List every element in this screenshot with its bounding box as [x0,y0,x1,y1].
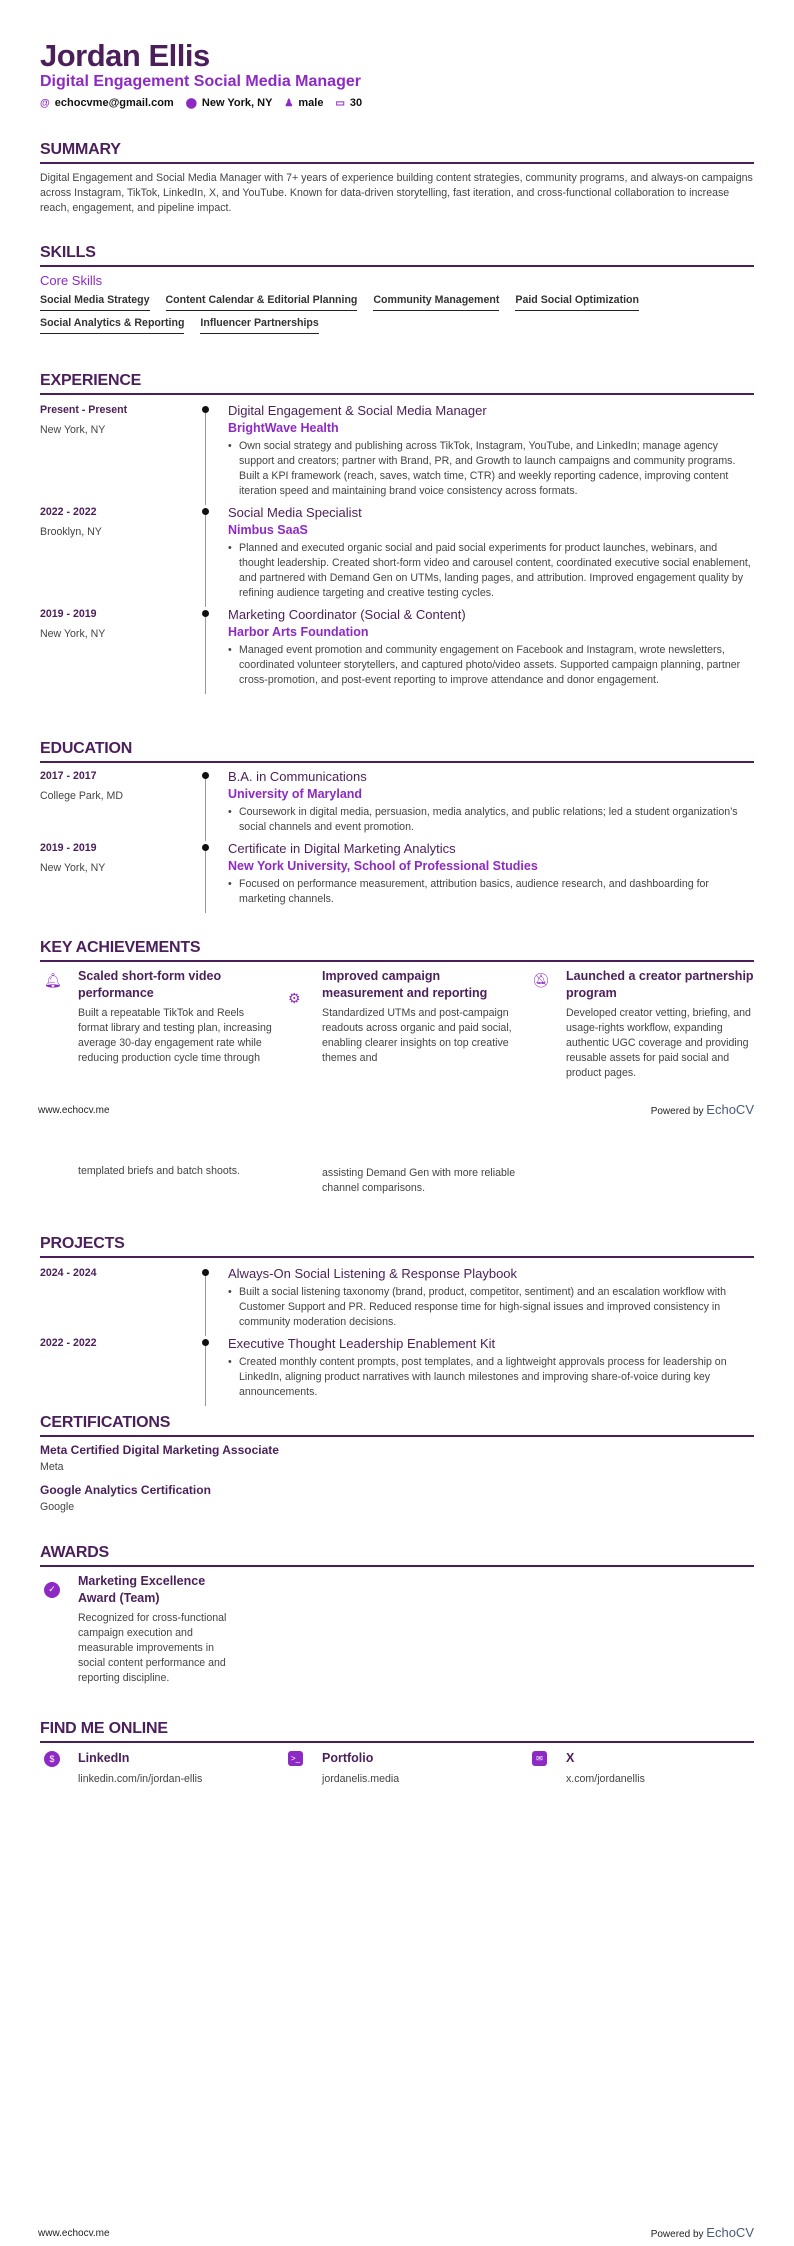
summary-text: Digital Engagement and Social Media Manager with 7+ years of experience building content strategies, community programs, and always-on campaigns across Instagram, TikTok, LinkedIn, X, and YouTube. Known for data-driven storytelling, fast iteration, and cross-functional collaboration to increase reach, engagement, and pipeline impact. [40,172,753,214]
achievement-title: Launched a creator partnership program [566,969,754,1000]
entry-organization: Nimbus SaaS [228,523,308,537]
link-url[interactable]: jordanelis.media [322,1773,400,1785]
achievement-item [44,968,274,1066]
terminal-icon: >_ [288,1751,303,1766]
online-link-linkedin[interactable] [44,1751,202,1785]
section-heading: FIND ME ONLINE [40,1720,754,1743]
section-heading: AWARDS [40,1544,754,1567]
certification-issuer: Google [40,1501,75,1513]
skill-tag: Social Analytics & Reporting [40,317,184,334]
achievement-text: Built a repeatable TikTok and Reels format library and testing plan, increasing average 30-day engagement rate while reducing production cycle time through [78,1007,272,1064]
email-text: echocvme@gmail.com [54,97,174,109]
entry-bullet: • Coursework in digital media, persuasion, media analytics, and public relations; led a student organization’s social channels and event promotion. [228,805,754,835]
entry-location: New York, NY [40,628,106,640]
skills-list [40,294,754,334]
link-url[interactable]: x.com/jordanellis [566,1773,645,1785]
timeline-dot [202,844,209,851]
skills-section [40,244,754,334]
footer-site-link[interactable]: www.echocv.me [38,1105,110,1116]
timeline-dot [202,1269,209,1276]
contact-info [40,97,362,109]
achievement-text: assisting Demand Gen with more reliable channel comparisons. [322,1167,516,1194]
timeline-entry [40,769,754,841]
achievement-title: Improved campaign measurement and reporting [322,969,488,1000]
dollar-icon: $ [44,1751,60,1767]
section-heading: CERTIFICATIONS [40,1414,754,1437]
education-section [40,740,754,913]
timeline-rail [205,1340,206,1406]
contact-age [335,97,362,109]
envelope-open-icon: ✉ [532,1751,547,1766]
entry-date: 2022 - 2022 [40,1337,97,1349]
location-text: New York, NY [201,97,273,109]
link-url[interactable]: linkedin.com/in/jordan-ellis [78,1773,203,1785]
timeline-rail [205,773,206,841]
timeline-dot [202,508,209,515]
achievement-text: Standardized UTMs and post-campaign readouts across organic and paid social, enabling clearer insights on top creative themes and [322,1007,512,1064]
entry-date: 2019 - 2019 [40,608,97,620]
entry-organization: University of Maryland [228,787,363,801]
certification-name: Meta Certified Digital Marketing Associate [40,1443,279,1457]
timeline-entry [40,1266,754,1336]
achievement-text: templated briefs and batch shoots. [78,1165,240,1177]
entry-bullet: • Planned and executed organic social and paid social experiments for product launches, webinars, and thought leadership. Created short-form video and carousel content, coordinated executive social enablement, and partnered with Demand Gen on UTMs, landing pages, and attribution. Improved engagement quality by refining audience targeting and creative testing cycles. [228,541,754,601]
age-text: 30 [349,97,363,109]
skill-tag: Social Media Strategy [40,294,150,311]
contact-location [186,97,273,109]
award-title: Marketing Excellence Award (Team) [78,1574,206,1605]
section-heading: EDUCATION [40,740,754,763]
achievement-text: Developed creator vetting, briefing, and usage-rights workflow, expanding authentic UGC coverage and providing reusable assets for paid social and product pages. [566,1007,751,1079]
candidate-name: Jordan Ellis [40,38,210,73]
entry-organization: BrightWave Health [228,421,339,435]
gear-icon: ⚙ [288,990,301,1006]
online-link-x[interactable] [532,1751,645,1785]
skill-tag: Content Calendar & Editorial Planning [166,294,358,311]
timeline-rail [205,509,206,607]
entry-date: 2017 - 2017 [40,770,97,782]
check-badge-icon: ✓ [44,1579,60,1598]
entry-location: New York, NY [40,424,106,436]
person-icon: ♟ [284,98,294,109]
entry-date: 2022 - 2022 [40,506,97,518]
projects-section [40,1235,754,1406]
entry-bullet: • Focused on performance measurement, attribution basics, audience research, and dashboarding for marketing channels. [228,877,754,907]
experience-section [40,372,754,694]
candidate-title: Digital Engagement Social Media Manager [40,73,361,90]
entry-location: New York, NY [40,862,106,874]
entry-location: College Park, MD [40,790,124,802]
section-heading: SUMMARY [40,141,754,164]
achievement-title: Scaled short-form video performance [78,969,222,1000]
bell-icon: 🔔︎ [44,972,62,988]
timeline-entry [40,841,754,913]
timeline-entry [40,403,754,505]
gender-text: male [298,97,324,109]
brand-logo: EchoCV [706,2225,754,2240]
contact-email[interactable] [40,97,174,109]
powered-by [651,1102,754,1117]
timeline-rail [205,611,206,694]
entry-role: Marketing Coordinator (Social & Content) [228,607,466,622]
timeline-dot [202,406,209,413]
section-heading: EXPERIENCE [40,372,754,395]
entry-date: 2024 - 2024 [40,1267,97,1279]
timeline-dot [202,610,209,617]
achievements-section [40,939,754,962]
entry-role: Executive Thought Leadership Enablement Kit [228,1336,496,1351]
section-heading: KEY ACHIEVEMENTS [40,939,754,962]
entry-role: Social Media Specialist [228,505,362,520]
powered-by-text: Powered by [650,2229,704,2240]
footer-site-link[interactable]: www.echocv.me [38,2228,110,2239]
achievement-item [532,968,762,1081]
certifications-section [40,1414,754,1513]
brand-logo: EchoCV [706,1102,754,1117]
timeline-dot [202,1339,209,1346]
certification-issuer: Meta [40,1461,64,1473]
certification-name: Google Analytics Certification [40,1483,211,1497]
timeline-entry [40,505,754,607]
entry-role: Always-On Social Listening & Response Playbook [228,1266,518,1281]
achievement-continuation [322,1162,522,1196]
link-label: X [566,1751,575,1765]
entry-bullet: • Created monthly content prompts, post templates, and a lightweight approvals process for leadership on LinkedIn, aligning product narratives with launch milestones and improving share-of-voice during key announcements. [228,1355,754,1400]
entry-organization: Harbor Arts Foundation [228,625,369,639]
award-text: Recognized for cross-functional campaign execution and measurable improvements in social content performance and reporting discipline. [78,1612,227,1684]
skill-tag: Paid Social Optimization [515,294,639,311]
link-label: LinkedIn [78,1751,130,1765]
entry-role: B.A. in Communications [228,769,367,784]
timeline-rail [205,407,206,505]
entry-organization: New York University, School of Professional Studies [228,859,538,873]
calendar-icon: ▭ [335,98,345,109]
skill-tag: Community Management [373,294,499,311]
awards-section [40,1544,754,1567]
entry-date: 2019 - 2019 [40,842,97,854]
entry-bullet: • Built a social listening taxonomy (brand, product, competitor, sentiment) and an escalation workflow with Customer Support and PR. Reduced response time for high-signal issues and improved consistency in community moderation decisions. [228,1285,754,1330]
powered-by-text: Powered by [650,1106,704,1117]
summary-section [40,141,754,216]
entry-bullet: • Own social strategy and publishing across TikTok, Instagram, YouTube, and LinkedIn; manage agency support and creators; partner with Brand, PR, and Growth to launch campaigns and community programs. Built a KPI framework (reach, saves, watch time, CTR) and weekly reporting cadence, improving content iteration speed and maintaining brand voice consistency across formats. [228,439,754,499]
achievement-continuation [78,1160,278,1179]
bell-slash-icon: 🔕︎ [532,972,550,988]
skill-group-title: Core Skills [40,273,103,288]
timeline-rail [205,845,206,913]
achievement-item [288,968,518,1066]
location-pin-icon: ⬤ [185,98,197,109]
link-label: Portfolio [322,1751,374,1765]
award-item [44,1573,274,1686]
section-heading: PROJECTS [40,1235,754,1258]
timeline-dot [202,772,209,779]
entry-location: Brooklyn, NY [40,526,102,538]
timeline-entry [40,607,754,694]
entry-date: Present - Present [40,404,128,416]
resume-page-2 [0,1123,794,2246]
timeline-entry [40,1336,754,1406]
at-icon: @ [40,98,50,109]
online-link-portfolio[interactable] [288,1751,399,1785]
online-section [40,1720,754,1743]
entry-role: Digital Engagement & Social Media Manager [228,403,487,418]
timeline-rail [205,1270,206,1336]
skill-tag: Influencer Partnerships [200,317,318,334]
section-heading: SKILLS [40,244,754,267]
contact-gender [284,97,323,109]
entry-role: Certificate in Digital Marketing Analytics [228,841,456,856]
entry-bullet: • Managed event promotion and community engagement on Facebook and Instagram, wrote newsletters, coordinated volunteer storytellers, and captured photo/video assets. Supported campaign planning, partner cross-promotion, and post-event reporting to improve attendance and donor engagement. [228,643,754,688]
powered-by [651,2225,754,2240]
